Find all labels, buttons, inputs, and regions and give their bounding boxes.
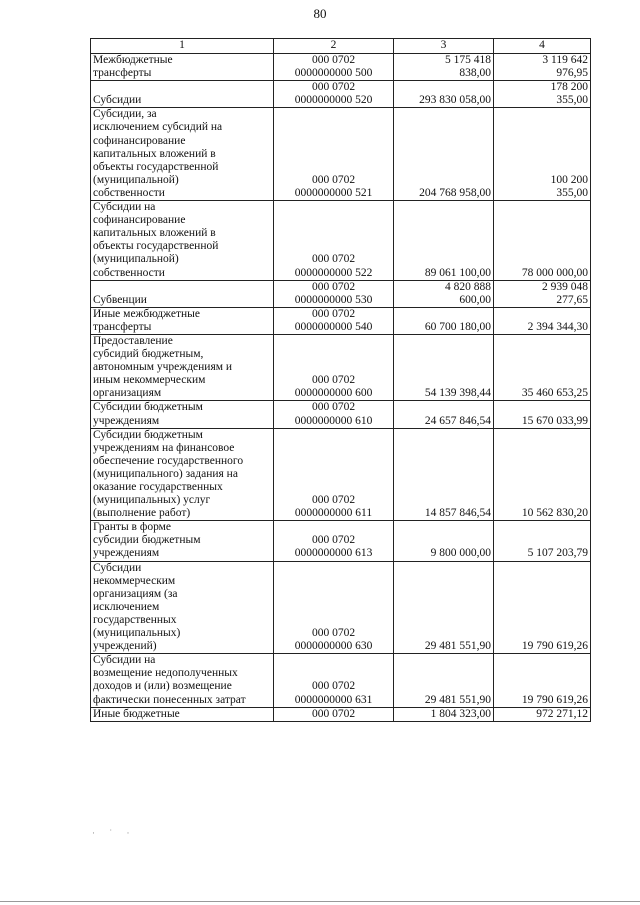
amount-col4-cell: 178 200 355,00	[494, 81, 591, 108]
amount-col3-cell: 29 481 551,90	[394, 561, 494, 654]
amount-col3-cell: 1 804 323,00	[394, 707, 494, 721]
row-name-cell: Субсидии бюджетным учреждениям	[91, 401, 274, 428]
table-row	[91, 81, 591, 108]
column-header-1: 1	[91, 39, 274, 54]
budget-code-cell: 000 0702 0000000000 522	[274, 201, 394, 281]
header-row	[91, 39, 591, 54]
budget-code-cell: 000 0702 0000000000 520	[274, 81, 394, 108]
amount-col4-cell: 78 000 000,00	[494, 201, 591, 281]
table-row	[91, 401, 591, 428]
budget-code-cell: 000 0702 0000000000 631	[274, 654, 394, 707]
table-row	[91, 280, 591, 307]
table-row	[91, 521, 591, 561]
budget-code-cell: 000 0702 0000000000 613	[274, 521, 394, 561]
table-row	[91, 201, 591, 281]
row-name-cell: Субсидии, за исключением субсидий на софинансирование капитальных вложений в объекты государственной (муниципальной) собственности	[91, 108, 274, 201]
row-name-cell: Иные межбюджетные трансферты	[91, 307, 274, 334]
column-header-4: 4	[494, 39, 591, 54]
row-name-cell: Субсидии на возмещение недополученных доходов и (или) возмещение фактически понесенных затрат	[91, 654, 274, 707]
scan-specks: · ˙ ·	[92, 828, 136, 838]
budget-code-cell: 000 0702 0000000000 630	[274, 561, 394, 654]
table-row	[91, 54, 591, 81]
budget-code-cell: 000 0702	[274, 707, 394, 721]
amount-col3-cell: 14 857 846,54	[394, 428, 494, 521]
page-number: 80	[313, 6, 327, 21]
amount-col4-cell: 100 200 355,00	[494, 108, 591, 201]
row-name-cell: Субвенции	[91, 280, 274, 307]
table-row	[91, 561, 591, 654]
table-row	[91, 307, 591, 334]
amount-col4-cell: 3 119 642 976,95	[494, 54, 591, 81]
amount-col4-cell: 15 670 033,99	[494, 401, 591, 428]
row-name-cell: Иные бюджетные	[91, 707, 274, 721]
amount-col4-cell: 19 790 619,26	[494, 654, 591, 707]
budget-code-cell: 000 0702 0000000000 600	[274, 334, 394, 400]
row-name-cell: Субсидии некоммерческим организациям (за исключением государственных (муниципальных) учреждений)	[91, 561, 274, 654]
row-name-cell: Субсидии на софинансирование капитальных вложений в объекты государственной (муниципальной) собственности	[91, 201, 274, 281]
page-bottom-edge	[0, 901, 640, 902]
amount-col4-cell: 10 562 830,20	[494, 428, 591, 521]
table-row	[91, 654, 591, 707]
amount-col3-cell: 24 657 846,54	[394, 401, 494, 428]
amount-col3-cell: 54 139 398,44	[394, 334, 494, 400]
budget-code-cell: 000 0702 0000000000 540	[274, 307, 394, 334]
amount-col3-cell: 293 830 058,00	[394, 81, 494, 108]
row-name-cell: Гранты в форме субсидии бюджетным учреждениям	[91, 521, 274, 561]
amount-col4-cell: 972 271,12	[494, 707, 591, 721]
amount-col3-cell: 204 768 958,00	[394, 108, 494, 201]
amount-col4-cell: 5 107 203,79	[494, 521, 591, 561]
amount-col4-cell: 19 790 619,26	[494, 561, 591, 654]
budget-table	[90, 38, 591, 722]
column-header-3: 3	[394, 39, 494, 54]
table-row	[91, 108, 591, 201]
budget-code-cell: 000 0702 0000000000 521	[274, 108, 394, 201]
amount-col3-cell: 4 820 888 600,00	[394, 280, 494, 307]
table-row	[91, 707, 591, 721]
amount-col4-cell: 35 460 653,25	[494, 334, 591, 400]
budget-code-cell: 000 0702 0000000000 611	[274, 428, 394, 521]
amount-col3-cell: 29 481 551,90	[394, 654, 494, 707]
amount-col4-cell: 2 394 344,30	[494, 307, 591, 334]
row-name-cell: Межбюджетные трансферты	[91, 54, 274, 81]
amount-col3-cell: 9 800 000,00	[394, 521, 494, 561]
row-name-cell: Субсидии бюджетным учреждениям на финансовое обеспечение государственного (муниципального) задания на оказание государственных (муниципальных) услуг (выполнение работ)	[91, 428, 274, 521]
budget-code-cell: 000 0702 0000000000 500	[274, 54, 394, 81]
row-name-cell: Предоставление субсидий бюджетным, автономным учреждениям и иным некоммерческим организациям	[91, 334, 274, 400]
budget-code-cell: 000 0702 0000000000 530	[274, 280, 394, 307]
amount-col4-cell: 2 939 048 277,65	[494, 280, 591, 307]
amount-col3-cell: 5 175 418 838,00	[394, 54, 494, 81]
row-name-cell: Субсидии	[91, 81, 274, 108]
column-header-2: 2	[274, 39, 394, 54]
table-row	[91, 428, 591, 521]
amount-col3-cell: 60 700 180,00	[394, 307, 494, 334]
budget-code-cell: 000 0702 0000000000 610	[274, 401, 394, 428]
table-row	[91, 334, 591, 400]
amount-col3-cell: 89 061 100,00	[394, 201, 494, 281]
